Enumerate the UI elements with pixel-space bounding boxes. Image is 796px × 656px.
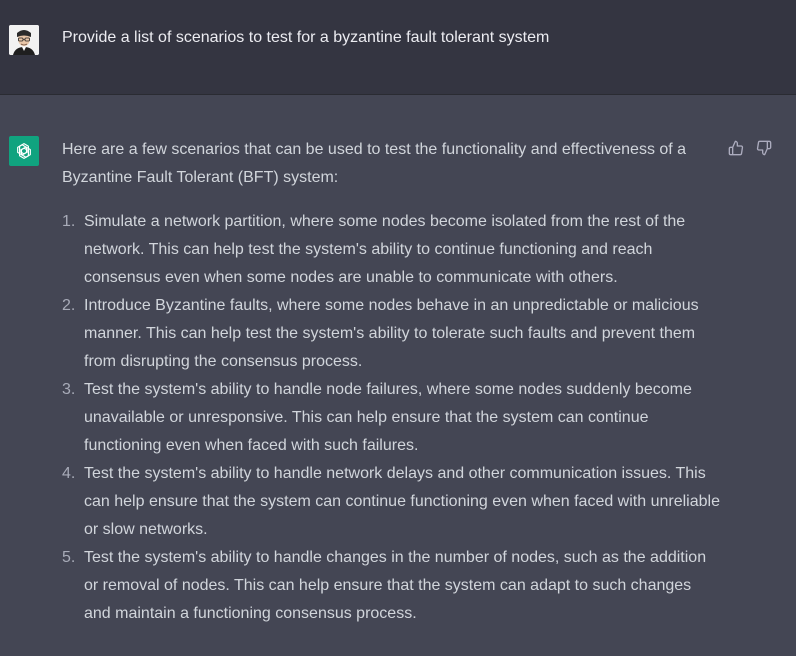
list-item-number: 1. [62,213,76,230]
list-item-number: 4. [62,465,76,482]
list-item [62,208,722,292]
thumbs-up-icon [728,140,744,156]
answer-intro: Here are a few scenarios that can be used to test the functionality and effectiveness of a Byzantine Fault Tolerant (BFT) system: [62,141,687,186]
user-avatar-icon [9,25,39,55]
list-item [62,544,722,628]
list-item [62,460,722,544]
thumbs-down-icon [756,140,772,156]
thumbs-up-button[interactable] [726,138,746,158]
list-item-number: 3. [62,381,76,398]
list-item [62,376,722,460]
list-item-text: Test the system's ability to handle changes in the number of nodes, such as the addition or removal of nodes. This can help ensure that the system can adapt to such changes and maintain a functioning consensus process. [84,549,707,622]
openai-logo-icon [9,136,39,166]
list-item [62,292,722,376]
list-item-text: Simulate a network partition, where some nodes become isolated from the rest of the network. This can help test the system's ability to continue functioning and reach consensus even when some nodes are unable to communicate with others. [84,213,686,286]
list-item-text: Test the system's ability to handle network delays and other communication issues. This can help ensure that the system can continue functioning even when faced with unreliable or slow networks. [84,465,720,538]
assistant-answer [62,136,722,628]
scenario-list [62,208,722,628]
list-item-text: Introduce Byzantine faults, where some nodes behave in an unpredictable or malicious manner. This can help test the system's ability to tolerate such faults and prevent them from disrupting the consensus process. [84,297,699,370]
thumbs-down-button[interactable] [754,138,774,158]
user-message-row [0,0,796,95]
user-message-text: Provide a list of scenarios to test for a byzantine fault tolerant system [62,29,550,46]
list-item-text: Test the system's ability to handle node failures, where some nodes suddenly become unavailable or unresponsive. This can help ensure that the system can continue functioning even when faced with such failures. [84,381,692,454]
list-item-number: 5. [62,549,76,566]
list-item-number: 2. [62,297,76,314]
assistant-message-row [0,95,796,656]
